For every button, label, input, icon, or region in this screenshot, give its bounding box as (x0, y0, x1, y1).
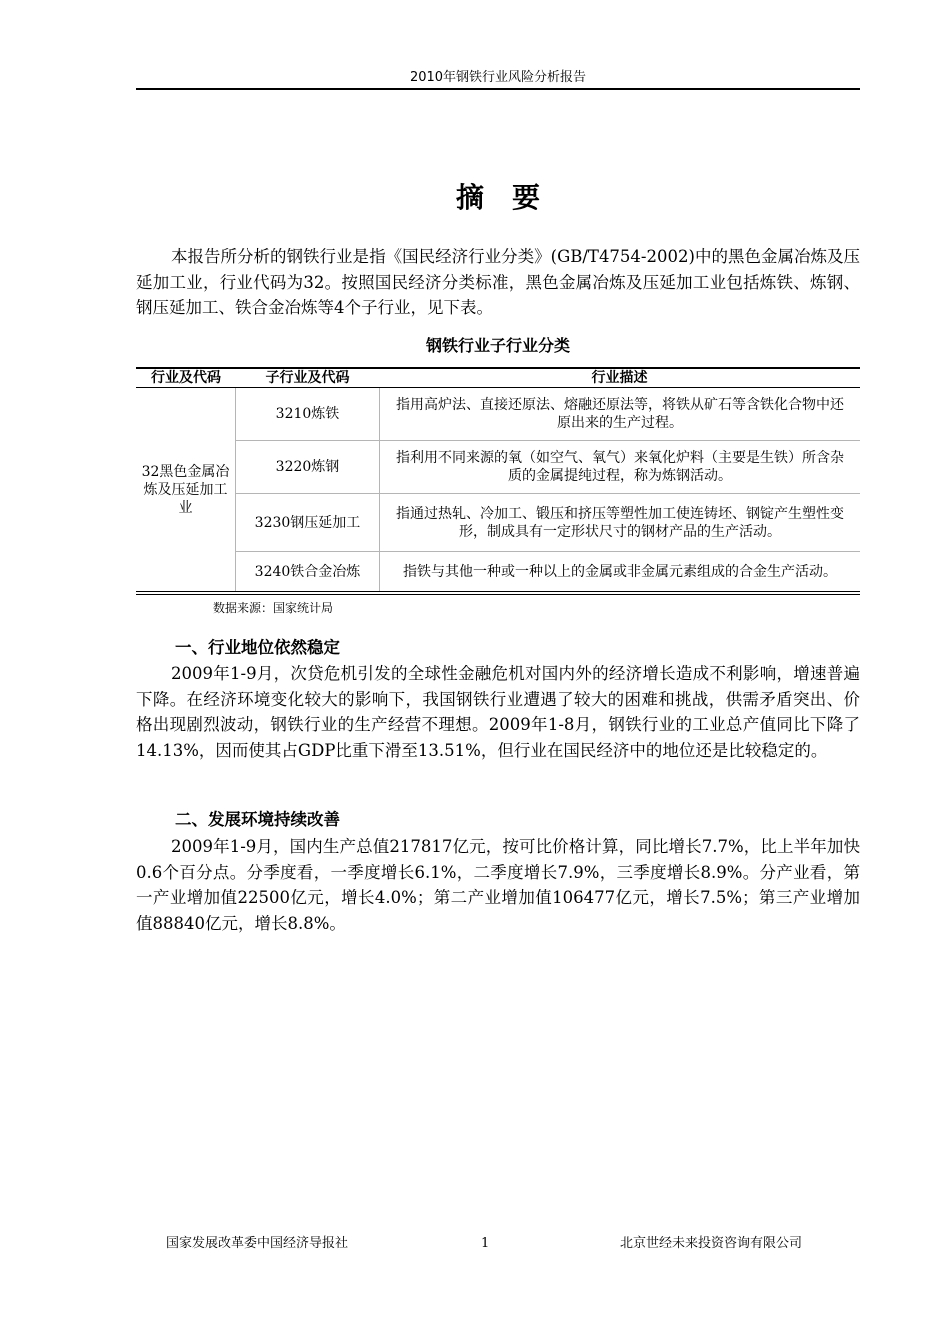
table-bottom-rule-2 (136, 594, 860, 595)
table-cell-subindustry: 3230钢压延加工 (254, 514, 361, 531)
footer-page-number: 1 (481, 1236, 490, 1251)
table-cell-description: 指铁与其他一种或一种以上的金属或非金属元素组成的合金生产活动。 (403, 563, 837, 580)
subindustry-table (136, 367, 860, 595)
table-cell-description: 指利用不同来源的氧（如空气、氧气）来氧化炉料（主要是生铁）所含杂质的金属提纯过程，称为炼钢活动。 (396, 450, 844, 484)
table-bottom-rule (136, 591, 860, 592)
intro-paragraph: 本报告所分析的钢铁行业是指《国民经济行业分类》(GB/T4754-2002)中的黑色金属冶炼及压延加工业，行业代码为32。按照国民经济分类标准，黑色金属冶炼及压延加工业包括炼铁、炼钢、钢压延加工、铁合金冶炼等4个子行业，见下表。 (136, 247, 860, 317)
section-paragraph: 2009年1-9月，国内生产总值217817亿元，按可比价格计算，同比增长7.7%，比上半年加快0.6个百分点。分季度看，一季度增长6.1%，二季度增长7.9%，三季度增长8.9%。分产业看，第一产业增加值22500亿元，增长4.0%；第二产业增加值106477亿元，增长7.5%；第三产业增加值88840亿元，增长8.8%。 (136, 837, 860, 933)
table-source-note: 数据来源：国家统计局 (213, 601, 334, 615)
document-title-text: 摘要 (455, 181, 568, 214)
table-header-description: 行业描述 (591, 370, 648, 386)
table-header-industry: 行业及代码 (151, 370, 221, 386)
header-title: 2010年钢铁行业风险分析报告 (409, 70, 587, 85)
table-cell-subindustry: 3220炼钢 (275, 459, 340, 475)
table-cell-description: 指用高炉法、直接还原法、熔融还原法等，将铁从矿石等含铁化合物中还原出来的生产过程。 (396, 397, 844, 431)
table-header-subindustry: 子行业及代码 (265, 370, 350, 386)
table-cell-description: 指通过热轧、冷加工、锻压和挤压等塑性加工使连铸坯、钢锭产生塑性变形，制成具有一定形状尺寸的钢材产品的生产活动。 (396, 505, 844, 540)
section-heading: 一、行业地位依然稳定 (175, 638, 340, 657)
table-cell-subindustry: 3240铁合金冶炼 (254, 563, 361, 580)
footer-company: 北京世经未来投资咨询有限公司 (620, 1236, 803, 1251)
header-rule (136, 88, 860, 90)
table-caption: 钢铁行业子行业分类 (425, 336, 570, 355)
table-cell-subindustry: 3210炼铁 (275, 406, 340, 422)
section-paragraph: 2009年1-9月，次贷危机引发的全球性金融危机对国内外的经济增长造成不利影响，增速普遍下降。在经济环境变化较大的影响下，我国钢铁行业遭遇了较大的困难和挑战，供需矛盾突出、价格出现剧烈波动，钢铁行业的生产经营不理想。2009年1-8月，钢铁行业的工业总产值同比下降了14.13%，因而使其占GDP比重下滑至13.51%，但行业在国民经济中的地位还是比较稳定的。 (136, 664, 860, 760)
document-title (136, 178, 860, 218)
table-cell-industry: 32黑色金属冶炼及压延加工业 (141, 463, 230, 516)
footer-publisher: 国家发展改革委中国经济导报社 (166, 1236, 349, 1251)
section-heading: 二、发展环境持续改善 (175, 810, 340, 829)
